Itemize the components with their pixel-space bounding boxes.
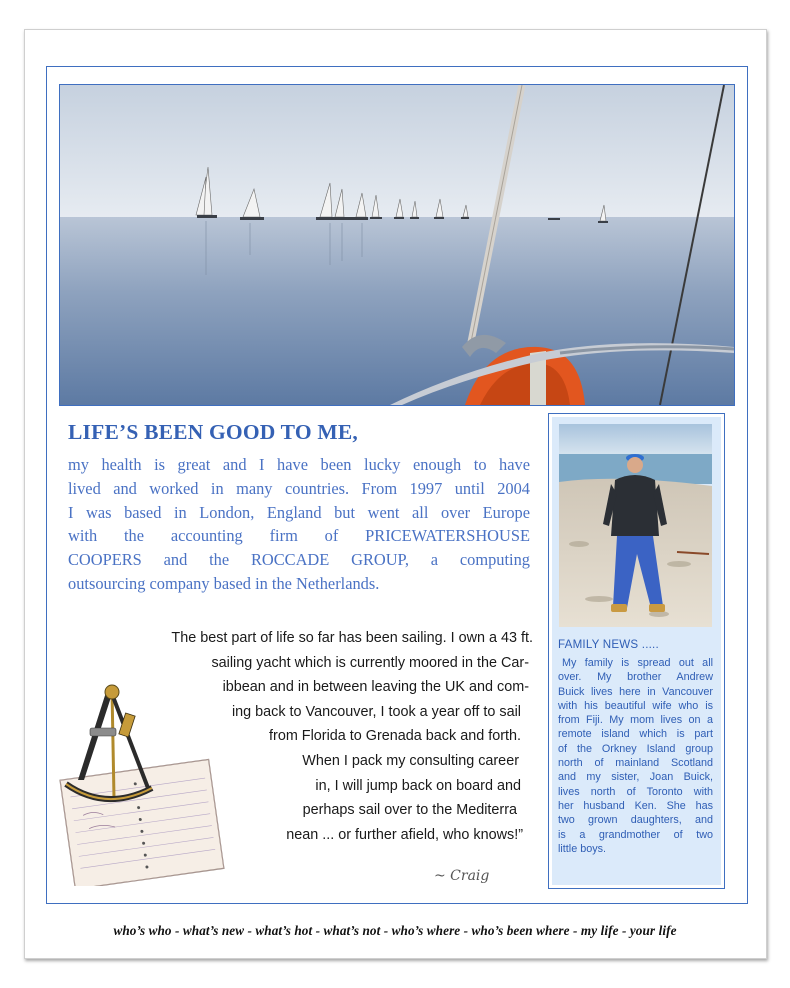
sidebar-line: of the Orkney Island group (558, 742, 713, 755)
signature: ~ Craig (434, 868, 490, 884)
story-line: ing back to Vancouver, I took a year off to sail (231, 703, 521, 720)
story-line: sailing yacht which is currently moored in the Car- (211, 654, 529, 671)
sextant-notebook-image (56, 680, 228, 886)
sidebar-line: her husband Ken. She has (558, 799, 713, 812)
story-line: perhaps sail over to the Mediterra (302, 802, 517, 819)
intro-line: lived and worked in many countries. From 1997 until 2004 (68, 478, 530, 498)
sidebar-line: from Fiji. My mom lives on a (558, 714, 713, 727)
sailing-photo (59, 84, 735, 406)
intro-paragraph (68, 453, 530, 596)
story-line: in, I will jump back on board and (315, 777, 521, 794)
sidebar-line: with his beautiful wife who is (558, 699, 713, 712)
intro-line: I was based in London, England but went all over Europe (68, 502, 530, 522)
sidebar-line: My family is spread out all (562, 657, 713, 669)
footer-tagline: who’s who - what’s new - what’s hot - what’s not - who’s where - who’s been where - my life - your life (113, 923, 677, 938)
sidebar-line: is a grandmother of two (558, 828, 713, 841)
sidebar-line: little boys. (558, 842, 607, 855)
family-news-text (558, 656, 713, 856)
sidebar-line: Buick lives here in Vancouver (558, 685, 713, 698)
sidebar-line: and my sister, Joan Buick, (558, 771, 713, 784)
story-line: from Florida to Grenada back and forth. (269, 728, 521, 745)
sidebar-line: lives north of Toronto with (558, 785, 713, 798)
intro-line: COOPERS and the ROCCADE GROUP, a computing (68, 550, 530, 570)
family-news-title: FAMILY NEWS ..... (558, 638, 659, 651)
beach-portrait-photo (559, 424, 712, 627)
intro-line: outsourcing company based in the Netherlands. (68, 573, 380, 593)
article-headline: LIFE’S BEEN GOOD TO ME, (68, 420, 358, 444)
sidebar-line: remote island which is part (558, 728, 713, 741)
sidebar-line: over. My brother Andrew (558, 671, 713, 684)
story-line: nean ... or further afield, who knows!” (286, 826, 523, 843)
story-line: When I pack my consulting career (302, 752, 519, 769)
intro-line: with the accounting firm of PRICEWATERSHOUSE (68, 526, 530, 546)
intro-line: my health is great and I have been lucky enough to have (68, 455, 530, 474)
story-line: The best part of life so far has been sailing. I own a 43 ft. (171, 630, 533, 646)
sidebar-line: two grown daughters, and (558, 814, 713, 827)
story-line: ibbean and in between leaving the UK and com- (222, 679, 529, 696)
sidebar-line: north of mainland Scotland (558, 757, 713, 770)
